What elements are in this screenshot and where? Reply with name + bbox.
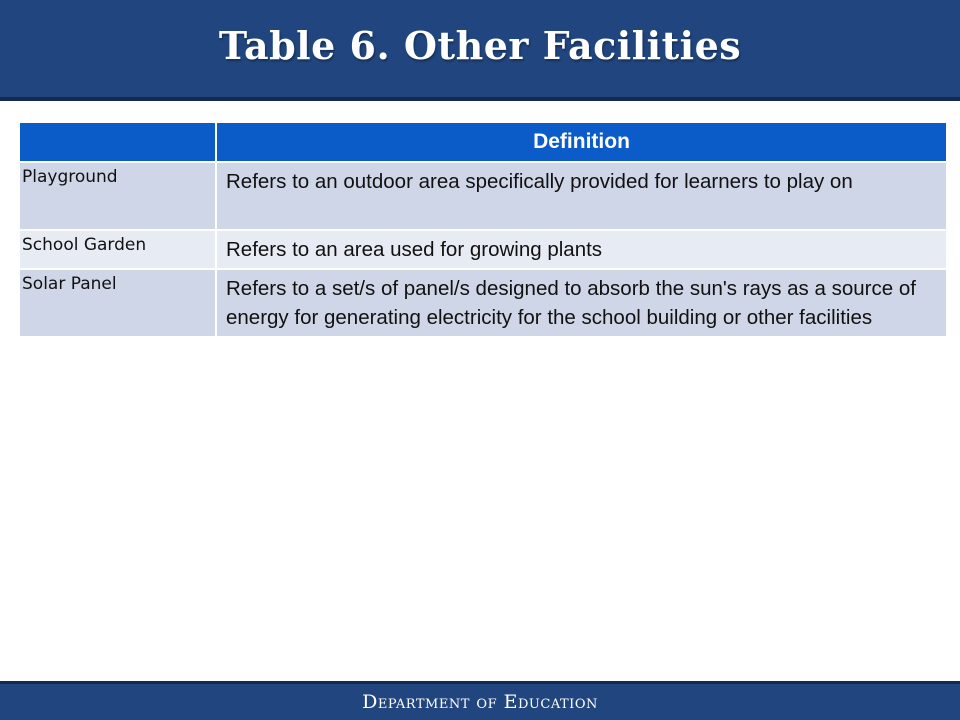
term-cell: Solar Panel: [19, 269, 216, 337]
term-cell: School Garden: [19, 230, 216, 269]
facilities-table: [18, 121, 948, 338]
footer-text: Department of Education: [362, 691, 598, 713]
table-row: [19, 230, 947, 269]
title-bar: [0, 0, 960, 101]
definition-column-header: Definition: [216, 122, 947, 162]
definition-cell: Refers to a set/s of panel/s designed to absorb the sun's rays as a source of energy for generating electricity for the school building or other facilities: [216, 269, 947, 337]
facilities-table-container: [18, 121, 946, 338]
table-header-row: [19, 122, 947, 162]
term-cell: Playground: [19, 162, 216, 230]
definition-cell: Refers to an outdoor area specifically provided for learners to play on: [216, 162, 947, 230]
footer-bar: [0, 681, 960, 720]
table-row: [19, 269, 947, 337]
table-row: [19, 162, 947, 230]
term-column-header: [19, 122, 216, 162]
page-title: Table 6. Other Facilities: [218, 23, 742, 68]
definition-cell: Refers to an area used for growing plants: [216, 230, 947, 269]
